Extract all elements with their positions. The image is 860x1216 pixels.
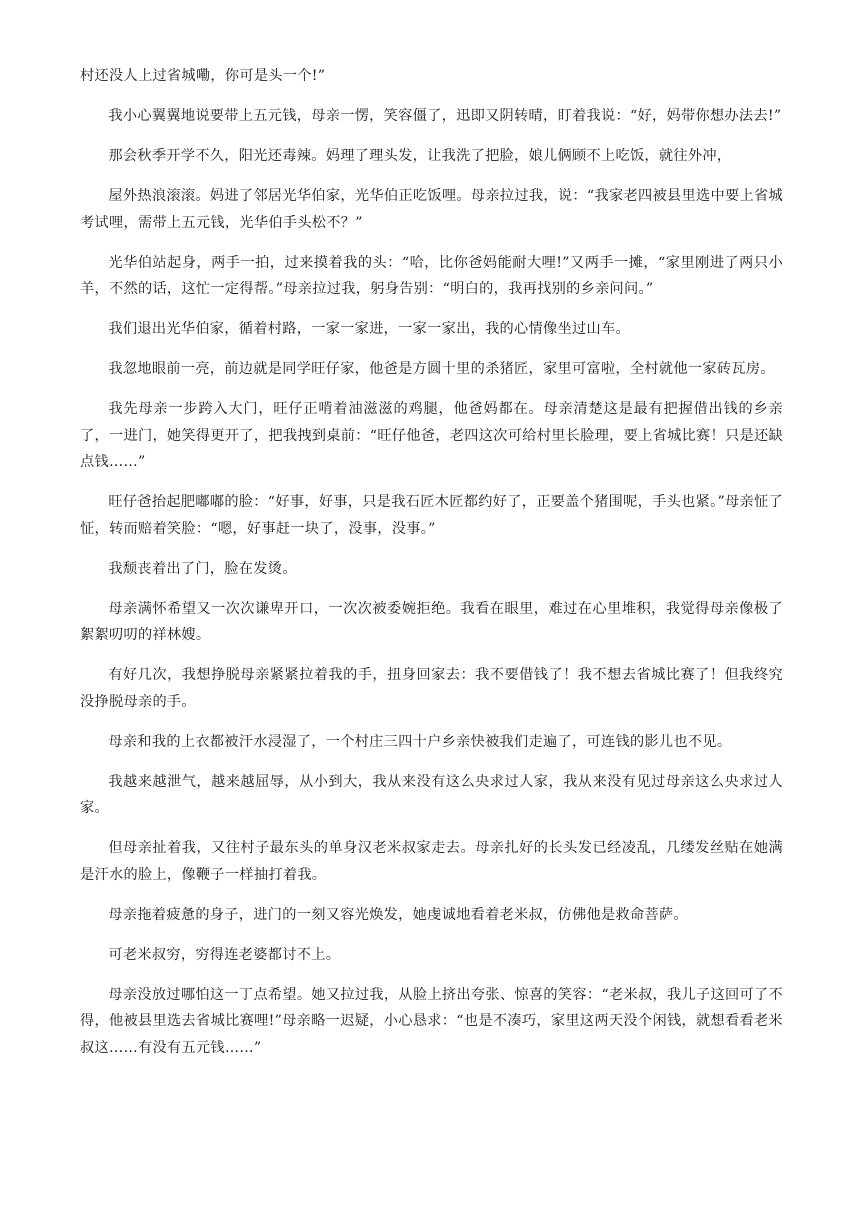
paragraph-5: 光华伯站起身，两手一拍，过来摸着我的头：“哈，比你爸妈能耐大哩!”又两手一摊，“家里刚进了两只小羊，不然的话，这忙一定得帮。”母亲拉过我，躬身告别：“明白的，我再找别的乡亲问问。”	[80, 254, 783, 297]
paragraph-15: 但母亲扯着我，又往村子最东头的单身汉老米叔家走去。母亲扎好的长头发已经凌乱，几缕发丝贴在她满是汗水的脸上，像鞭子一样抽打着我。	[80, 840, 783, 883]
paragraph-14: 我越来越泄气，越来越屈辱，从小到大，我从来没有这么央求过人家，我从来没有见过母亲这么央求过人家。	[80, 773, 783, 816]
paragraph-3: 那会秋季开学不久，阳光还毒辣。妈理了理头发，让我洗了把脸，娘儿俩顾不上吃饭，就往外冲，	[108, 148, 732, 164]
paragraph-2: 我小心翼翼地说要带上五元钱，母亲一愣，笑容僵了，迅即又阴转晴，盯着我说：“好，妈带你想办法去!”	[108, 108, 782, 124]
paragraph-16: 母亲拖着疲惫的身子，进门的一刻又容光焕发，她虔诚地看着老米叔，仿佛他是救命菩萨。	[108, 906, 688, 923]
paragraph-17: 可老米叔穷，穷得连老婆都讨不上。	[108, 946, 341, 963]
paragraph-10: 我颓丧着出了门，脸在发烫。	[108, 560, 297, 577]
paragraph-9: 旺仔爸抬起肥嘟嘟的脸：“好事，好事，只是我石匠木匠都约好了，正要盖个猪围呢，手头也紧。”母亲怔了怔，转而赔着笑脸：“嗯，好事赶一块了，没事，没事。”	[80, 494, 783, 537]
paragraph-12: 有好几次，我想挣脱母亲紧紧拉着我的手，扭身回家去：我不要借钱了！我不想去省城比赛了！但我终究没挣脱母亲的手。	[80, 667, 783, 710]
paragraph-4: 屋外热浪滚滚。妈进了邻居光华伯家，光华伯正吃饭哩。母亲拉过我，说：“我家老四被县里选中要上省城考试哩，需带上五元钱，光华伯手头松不？”	[80, 188, 783, 231]
paragraph-13: 母亲和我的上衣都被汗水浸湿了，一个村庄三四十户乡亲快被我们走遍了，可连钱的影儿也不见。	[108, 733, 732, 750]
paragraph-7: 我忽地眼前一亮，前边就是同学旺仔家，他爸是方圆十里的杀猪匠，家里可富啦，全村就他一家砖瓦房。	[108, 361, 775, 377]
document-page	[80, 63, 783, 1075]
paragraph-8: 我先母亲一步跨入大门，旺仔正啃着油滋滋的鸡腿，他爸妈都在。母亲清楚这是最有把握借出钱的乡亲了，一进门，她笑得更开了，把我拽到桌前：“旺仔他爸，老四这次可给村里长脸理，要上省城比赛！只是还缺点钱……”	[80, 401, 783, 470]
paragraph-11: 母亲满怀希望又一次次谦卑开口，一次次被委婉拒绝。我看在眼里，难过在心里堆积，我觉得母亲像极了絮絮叨叨的祥林嫂。	[80, 600, 783, 643]
paragraph-1: 村还没人上过省城嘞，你可是头一个!”	[80, 68, 326, 84]
paragraph-6: 我们退出光华伯家，循着村路，一家一家进，一家一家出，我的心情像坐过山车。	[108, 321, 630, 337]
paragraph-18: 母亲没放过哪怕这一丁点希望。她又拉过我，从脸上挤出夸张、惊喜的笑容：“老米叔，我儿子这回可了不得，他被县里选去省城比赛哩!”母亲略一迟疑，小心恳求：“也是不凑巧，家里这两天没个闲钱，就想看看老米叔这……有没有五元钱……”	[80, 986, 783, 1056]
